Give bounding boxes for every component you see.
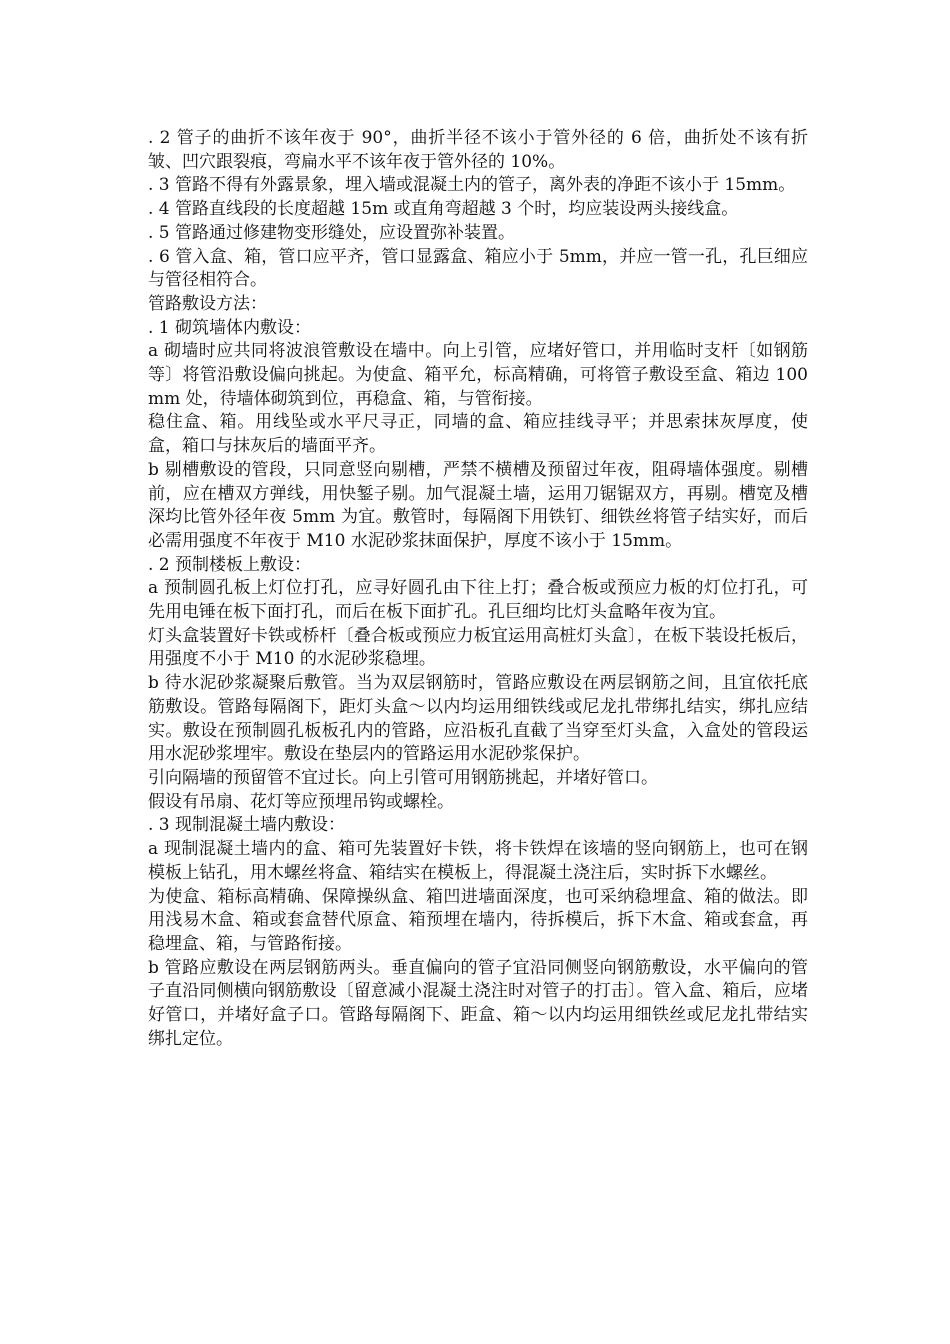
section-heading: 管路敷设方法： [148, 293, 267, 314]
paragraph: . 2 管子的曲折不该年夜于 90°，曲折半径不该小于管外径的 6 倍，曲折处不该有折皱、凹穴跟裂痕，弯扁水平不该年夜于管外径的 10%。 [148, 128, 808, 172]
paragraph: b 待水泥砂浆凝聚后敷管。当为双层钢筋时，管路应敷设在两层钢筋之间，且宜依托底筋敷设。管路每隔阁下，距灯头盒～以内均运用细铁线或尼龙扎带绑扎结实，绑扎应结实。敷设在预制圆孔板板孔内的管路，应沿板孔直截了当穿至灯头盒，入盒处的管段运用水泥砂浆埋牢。敷设在垫层内的管路运用水泥砂浆保护。 [148, 673, 808, 765]
paragraph: b 剔槽敷设的管段，只同意竖向剔槽，严禁不横槽及预留过年夜，阻碍墙体强度。剔槽前，应在槽双方弹线，用快錾子剔。加气混凝土墙，运用刀锯锯双方，再剔。槽宽及槽深均比管外径年夜 5mm 为宜。敷管时，每隔阁下用铁钉、细铁丝将管子结实好，而后必需用强度不年夜于 M10 水泥砂浆抹面保护，厚度不该小于 15mm。 [148, 459, 808, 551]
paragraph: 引向隔墙的预留管不宜过长。向上引管可用钢筋挑起，并堵好管口。 [148, 767, 658, 788]
paragraph: b 管路应敷设在两层钢筋两头。垂直偏向的管子宜沿同侧竖向钢筋敷设，水平偏向的管子直沿同侧横向钢筋敷设〔留意减小混凝土浇注时对管子的打击〕。管入盒、箱后，应堵好管口，并堵好盒子口。管路每隔阁下、距盒、箱～以内均运用细铁丝或尼龙扎带结实绑扎定位。 [148, 957, 808, 1049]
paragraph: 假设有吊扇、花灯等应预埋吊钩或螺栓。 [148, 791, 454, 812]
paragraph: . 4 管路直线段的长度超越 15m 或直角弯超越 3 个时，均应装设两头接线盒。 [148, 199, 739, 220]
paragraph: a 现制混凝土墙内的盒、箱可先装置好卡铁，将卡铁焊在该墙的竖向钢筋上，也可在钢模板上钻孔，用木螺丝将盒、箱结实在模板上，得混凝土浇注后，实时拆下水螺丝。 [148, 839, 808, 883]
paragraph: 为使盒、箱标高精确、保障操纵盒、箱凹进墙面深度，也可采纳稳埋盒、箱的做法。即用浅易木盒、箱或套盒替代原盒、箱预埋在墙内，待拆模后，拆下木盒、箱或套盒，再稳埋盒、箱，与管路衔接。 [148, 886, 808, 954]
paragraph: . 3 管路不得有外露景象，埋入墙或混凝土内的管子，离外表的净距不该小于 15mm。 [148, 175, 796, 196]
paragraph: 稳住盒、箱。用线坠或水平尺寻正，同墙的盒、箱应挂线寻平；并思索抹灰厚度，使盒，箱口与抹灰后的墙面平齐。 [148, 412, 808, 457]
paragraph: . 6 管入盒、箱，管口应平齐，管口显露盒、箱应小于 5mm，并应一管一孔，孔巨细应与管径相符合。 [148, 246, 808, 291]
paragraph: a 预制圆孔板上灯位打孔，应寻好圆孔由下往上打；叠合板或预应力板的灯位打孔，可先用电锤在板下面打孔，而后在板下面扩孔。孔巨细均比灯头盒略年夜为宜。 [148, 578, 808, 623]
subsection-heading: . 2 预制楼板上敷设： [148, 554, 312, 575]
paragraph: a 砌墙时应共同将波浪管敷设在墙中。向上引管，应堵好管口，并用临时支杆〔如钢筋等〕将管沿敷设偏向挑起。为使盒、箱平允，标高精确，可将管子敷设至盒、箱边 100mm 处，待墙体砌筑到位，再稳盒、箱，与管衔接。 [148, 341, 808, 409]
subsection-heading: . 1 砌筑墙体内敷设： [148, 317, 312, 338]
document-body [148, 127, 808, 1051]
subsection-heading: . 3 现制混凝土墙内敷设： [148, 815, 346, 836]
paragraph: . 5 管路通过修建物变形缝处，应设置弥补装置。 [148, 222, 516, 243]
paragraph: 灯头盒装置好卡铁或桥杆〔叠合板或预应力板宜运用高桩灯头盒〕，在板下装设托板后，用强度不小于 M10 的水泥砂浆稳埋。 [148, 625, 808, 670]
